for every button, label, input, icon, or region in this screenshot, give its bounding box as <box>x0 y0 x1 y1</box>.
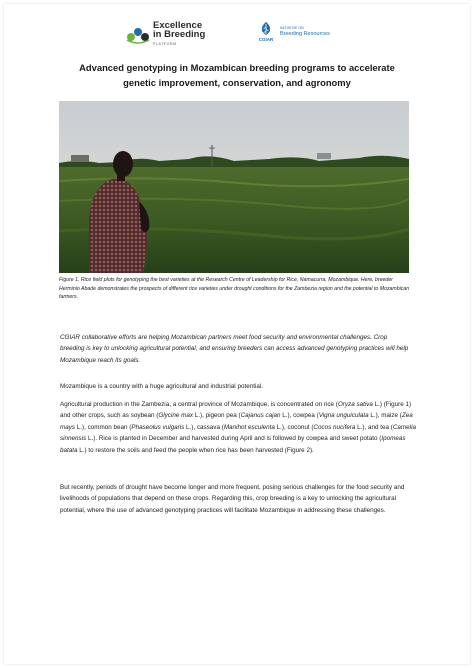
p2-text: L.). Rice is planted in December and harvested during April and is followed by cowpea and sweet potato ( <box>86 435 382 443</box>
p2-text: L.), coconut ( <box>274 423 314 431</box>
excellence-in-breeding-logo <box>126 21 205 49</box>
paragraph-2 <box>60 399 416 456</box>
cgiar-initiative-name: Breeding Resources <box>280 31 330 37</box>
cgiar-leaf-icon <box>259 21 273 36</box>
cgiar-logo <box>258 21 330 42</box>
species-name: Ipomeas batata <box>60 435 406 454</box>
species-name: Glycine max <box>158 412 194 420</box>
species-name: Manihot esculenta <box>223 423 275 431</box>
figure-caption: Figure 1. Rice field plots for genotyping the best varieties at the Research Centre of Leadership for Rice, Namacurra, Mozambique. Here, breeder Herminio Abade demonstrates the prospects of different rice varieties under drought conditions for the Zambezia region and the potential to Mozambican farmers. <box>59 277 410 301</box>
title-line-1: Advanced genotyping in Mozambican breeding programs to accelerate <box>79 62 395 73</box>
cgiar-initiative-label: INITIATIVE ON <box>280 26 304 30</box>
p2-text: L.) (Figure 1) and other crops, such as soybean ( <box>60 401 412 420</box>
species-name: Vigna unguiculata <box>318 412 369 420</box>
intro-paragraph: CGIAR collaborative efforts are helping Mozambican partners meet food security and environmental challenges. Crop breeding is key to unlocking agricultural potential, and ensuring breeders can access advanced genotyping practices will help Mozambique reach its goals. <box>60 334 409 364</box>
document-page <box>4 4 470 664</box>
p2-text: L.), cowpea ( <box>280 412 319 420</box>
eib-logo-icon <box>126 26 150 44</box>
p2-text: L.), common bean ( <box>75 423 132 431</box>
species-name: Oryza sativa <box>337 401 373 408</box>
cgiar-wordmark: CGIAR <box>258 37 274 42</box>
p2-text: L.), maize ( <box>368 412 402 420</box>
p2-text: Agricultural production in the Zambezia, a central province of Mozambique, is concentrated on rice ( <box>60 401 338 408</box>
p2-text: L.) to restore the soils and feed the people when rice has been harvested (Figure 2). <box>77 446 314 454</box>
species-name: Cajanus cajan <box>240 412 281 420</box>
eib-logo-line2: in Breeding <box>153 29 206 40</box>
species-name: Cocos nucifera <box>313 423 356 431</box>
paragraph-1: Mozambique is a country with a huge agricultural and industrial potential. <box>60 383 264 390</box>
title-line-2: genetic improvement, conservation, and agronomy <box>123 77 351 88</box>
eib-logo-line3: PLATFORM <box>153 42 177 46</box>
p2-text: L.), cassava ( <box>184 423 224 431</box>
header-logos <box>4 21 470 47</box>
species-name: Phaseolus vulgaris <box>131 423 185 431</box>
species-name: Zea mays <box>60 412 413 431</box>
document-title <box>44 60 430 90</box>
rice-field-photo <box>59 101 409 273</box>
p2-text: L.), pigeon pea ( <box>193 412 241 420</box>
p2-text: L.), and tea ( <box>355 423 393 431</box>
eib-logo-line1: Excellence <box>153 20 203 31</box>
species-name: Camelia sinnensis <box>60 423 416 443</box>
paragraph-3: But recently, periods of drought have become longer and more frequent, posing serious challenges for the food security and livelihoods of populations that depend on these crops. Regarding this, crop breeding is a key to unlocking the agricultural potential, where the use of advanced genotyping practices will facilitate Mozambique in addressing these challenges. <box>60 484 405 514</box>
